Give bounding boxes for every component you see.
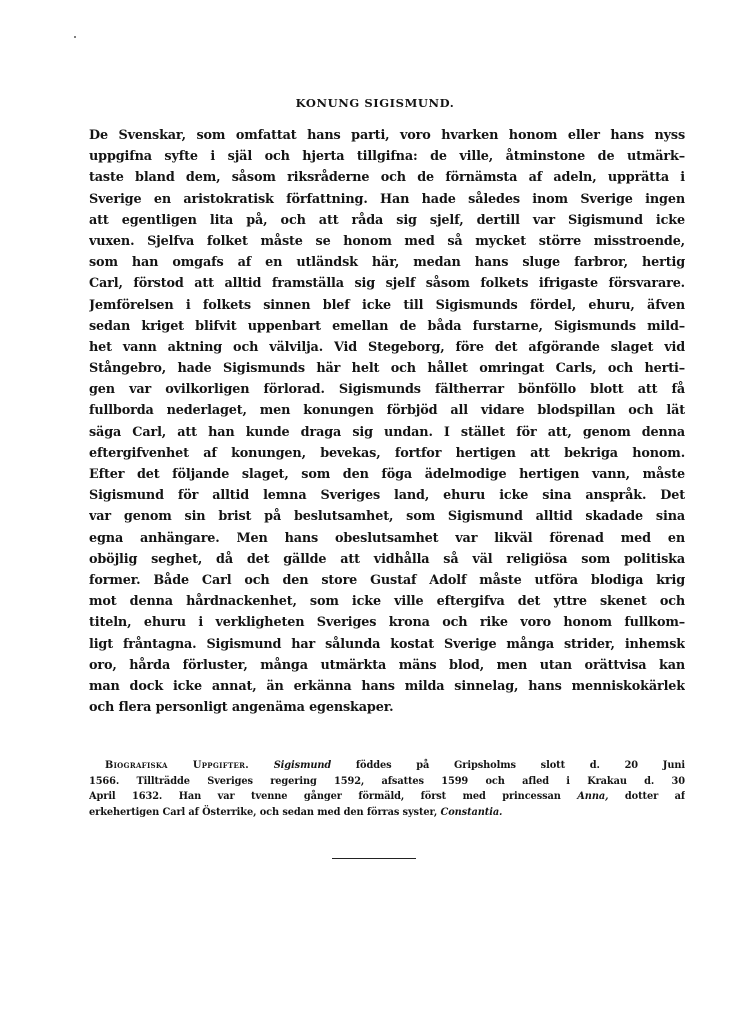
text-line: mot denna hårdnackenhet, som icke ville eftergifva det yttre skenet och (89, 594, 685, 610)
text-line: att egentligen lita på, och att råda sig sjelf, dertill var Sigismund icke (89, 212, 685, 228)
text-line: ligt fråntagna. Sigismund har sålunda kostat Sverige många strider, inhemsk (89, 636, 685, 652)
biographical-notes (89, 758, 685, 820)
notes-line (89, 758, 685, 774)
notes-text: dotter af (624, 791, 685, 802)
notes-line: 1566. Tillträdde Sveriges regering 1592, afsattes 1599 och afled i Krakau d. 30 (89, 775, 685, 787)
text-line: Stångebro, hade Sigismunds här helt och hållet omringat Carls, och herti– (89, 361, 685, 377)
text-line: former. Både Carl och den store Gustaf Adolf måste utföra blodiga krig (89, 572, 685, 588)
text-line: som han omgafs af en utländsk här, medan hans sluge farbror, hertig (89, 255, 685, 271)
notes-line (89, 805, 685, 821)
notes-person-name: Sigismund (273, 760, 332, 771)
notes-line (89, 789, 685, 805)
text-line: taste bland dem, såsom riksråderne och de förnämsta af adeln, upprätta i (89, 170, 685, 186)
text-line: fullborda nederlaget, men konungen förbjöd all vidare blodspillan och lät (89, 403, 685, 419)
text-line: Efter det följande slaget, som den föga ädelmodige hertigen vann, måste (89, 467, 685, 482)
notes-text: erkehertigen Carl af Österrike, och sedan med den förras syster, (89, 806, 438, 818)
text-line: sedan kriget blifvit uppenbart emellan de båda furstarne, Sigismunds mild– (89, 318, 685, 334)
notes-person-name: Constantia. (440, 806, 503, 818)
text-line: gen var ovilkorligen förlorad. Sigismunds fältherrar bönföllo blott att få (89, 382, 685, 398)
notes-label: Biografiska Uppgifter. (105, 760, 249, 771)
text-line: uppgifna syfte i själ och hjerta tillgifna: de ville, åtminstone de utmärk– (89, 149, 685, 165)
page-heading: KONUNG SIGISMUND. (295, 96, 455, 110)
text-line: egna anhängare. Men hans obeslutsamhet var likväl förenad med en (89, 530, 685, 546)
scan-speck (74, 36, 76, 38)
text-line: Sverige en aristokratisk författning. Han hade således inom Sverige ingen (89, 191, 685, 207)
text-line: Carl, förstod att alltid framställa sig sjelf såsom folkets ifrigaste försvarare. (89, 276, 685, 292)
notes-person-name: Anna, (577, 791, 609, 802)
text-line: eftergifvenhet af konungen, bevekas, fortfor hertigen att bekriga honom. (89, 445, 685, 461)
notes-text: föddes på Gripsholms slott d. 20 Juni (355, 760, 685, 771)
text-line: De Svenskar, som omfattat hans parti, voro hvarken honom eller hans nyss (89, 128, 685, 143)
main-text (89, 125, 685, 718)
text-line: Jemförelsen i folkets sinnen blef icke till Sigismunds fördel, ehuru, äfven (89, 297, 685, 313)
notes-text: April 1632. Han var tvenne gånger förmäld, först med princessan (89, 791, 561, 802)
text-line: säga Carl, att han kunde draga sig undan. I stället för att, genom denna (89, 424, 685, 440)
text-line: och flera personligt angenäma egenskaper. (89, 700, 394, 716)
text-line: oro, hårda förluster, många utmärkta mäns blod, men utan orättvisa kan (89, 657, 685, 673)
text-line: var genom sin brist på beslutsamhet, som Sigismund alltid skadade sina (89, 509, 685, 525)
text-line: vuxen. Sjelfva folket måste se honom med så mycket större misstroende, (89, 233, 685, 249)
text-line: titeln, ehuru i verkligheten Sveriges krona och rike voro honom fullkom– (89, 615, 685, 631)
end-rule-divider (332, 858, 416, 859)
text-line: man dock icke annat, än erkänna hans milda sinnelag, hans menniskokärlek (89, 678, 685, 694)
text-line: oböjlig seghet, då det gällde att vidhålla så väl religiösa som politiska (89, 551, 685, 567)
text-line: het vann aktning och välvilja. Vid Stegeborg, före det afgörande slaget vid (89, 339, 685, 355)
text-line: Sigismund för alltid lemna Sveriges land, ehuru icke sina anspråk. Det (89, 488, 685, 504)
